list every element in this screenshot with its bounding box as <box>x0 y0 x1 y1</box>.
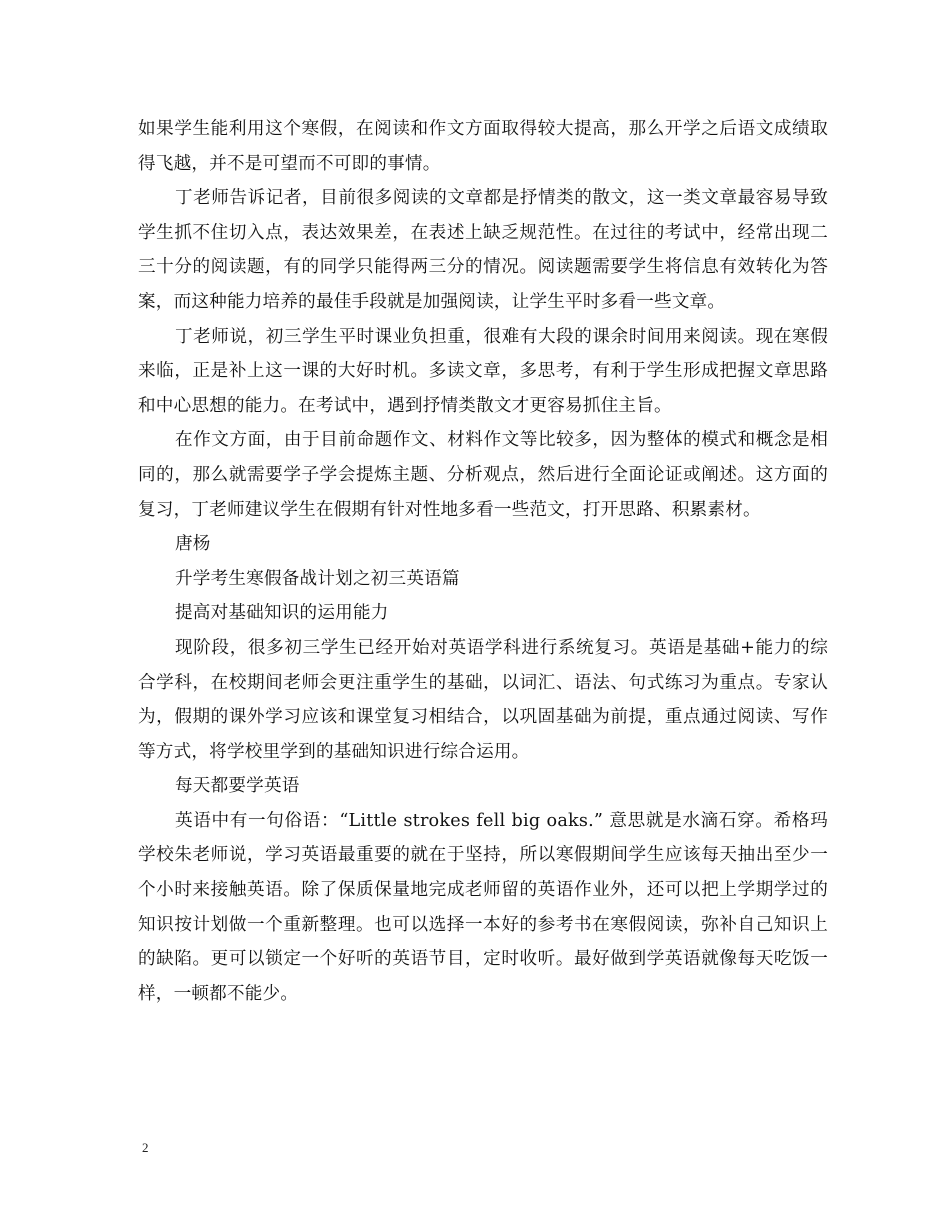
paragraph-composition: 在作文方面，由于目前命题作文、材料作文等比较多，因为整体的模式和概念是相同的，那么就需要学子学会提炼主题、分析观点，然后进行全面论证或阐述。这方面的复习，丁老师建议学生在假期有针对性地多看一些范文，打开思路、积累素材。 <box>138 430 828 520</box>
paragraph-continuation: 如果学生能利用这个寒假，在阅读和作文方面取得较大提高，那么开学之后语文成绩取得飞越，并不是可望而不可即的事情。 <box>138 119 828 174</box>
document-body <box>138 112 828 1011</box>
paragraph-reading-advice: 丁老师告诉记者，目前很多阅读的文章都是抒情类的散文，这一类文章最容易导致学生抓不住切入点，表达效果差，在表述上缺乏规范性。在过往的考试中，经常出现二三十分的阅读题，有的同学只能得两三分的情况。阅读题需要学生将信息有效转化为答案，而这种能力培养的最佳手段就是加强阅读，让学生平时多看一些文章。 <box>138 188 828 312</box>
article-title: 升学考生寒假备战计划之初三英语篇 <box>175 568 460 589</box>
page-number: 2 <box>142 1140 149 1155</box>
paragraph-english-review: 现阶段，很多初三学生已经开始对英语学科进行系统复习。英语是基础+能力的综合学科，在校期间老师会更注重学生的基础，以词汇、语法、句式练习为重点。专家认为，假期的课外学习应该和课堂复习相结合，以巩固基础为前提，重点通过阅读、写作等方式，将学校里学到的基础知识进行综合运用。 <box>138 637 828 762</box>
author-name: 唐杨 <box>175 534 211 555</box>
paragraph-daily-practice: 英语中有一句俗语：“Little strokes fell big oaks.” 意思就是水滴石穿。希格玛学校朱老师说，学习英语最重要的就在于坚持，所以寒假期间学生应该每天抽出至少一个小时来接触英语。除了保质保量地完成老师留的英语作业外，还可以把上学期学过的知识按计划做一个重新整理。也可以选择一本好的参考书在寒假阅读，弥补自己知识上的缺陷。更可以锁定一个好听的英语节目，定时收听。最好做到学英语就像每天吃饭一样，一顿都不能少。 <box>138 810 828 1004</box>
section-heading-daily-english: 每天都要学英语 <box>175 776 300 797</box>
paragraph-winter-reading: 丁老师说，初三学生平时课业负担重，很难有大段的课余时间用来阅读。现在寒假来临，正是补上这一课的大好时机。多读文章，多思考，有利于学生形成把握文章思路和中心思想的能力。在考试中，遇到抒情类散文才更容易抓住主旨。 <box>138 326 828 416</box>
section-heading-basics: 提高对基础知识的运用能力 <box>175 603 389 624</box>
